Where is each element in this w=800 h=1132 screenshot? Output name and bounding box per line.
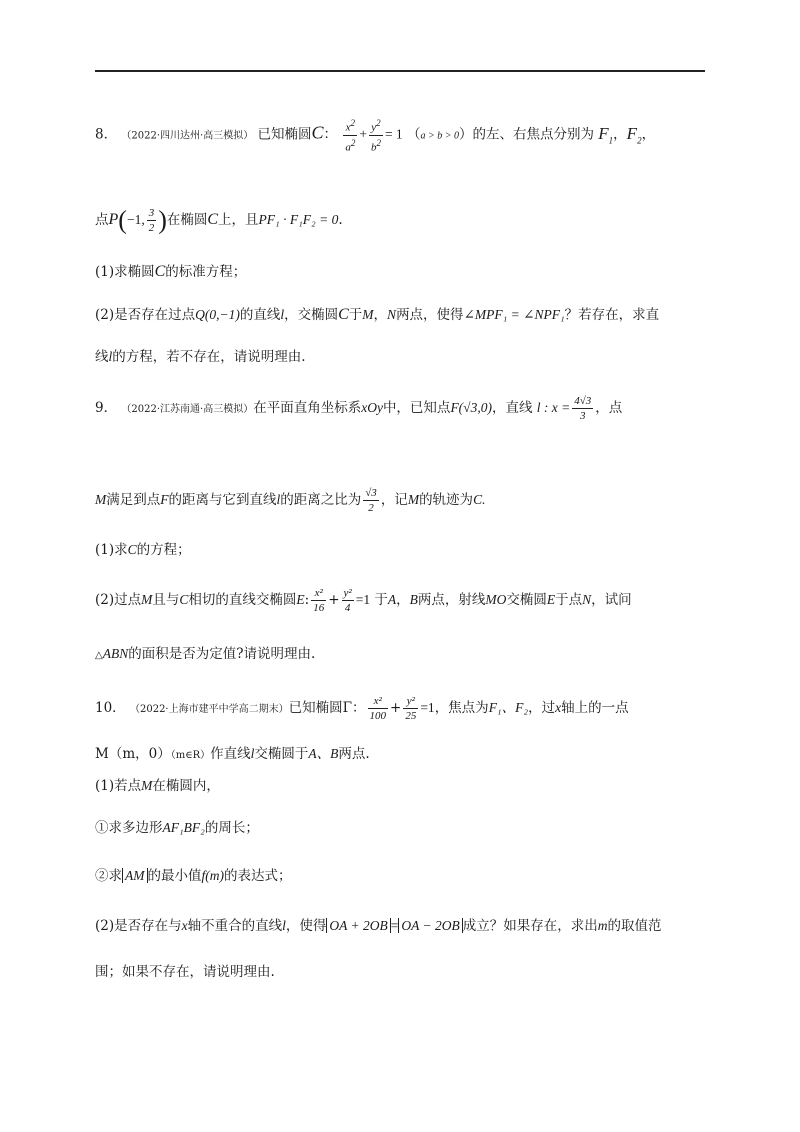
frac-den: 2 <box>148 222 155 234</box>
text: (1)求 <box>95 542 128 558</box>
q10-line1: 10． （2022·上海市建平中学高二期末）已知椭圆Γ： $\frac{\text{x²}}{100}$ + $\frac{\text{y²}}{25}$ =1，焦点为F₁、F₂，过x轴上的一点 <box>95 695 629 722</box>
triangle-ABN: ABN <box>102 646 129 661</box>
x-axis: x <box>181 918 188 933</box>
frac-num: √3 <box>365 487 377 499</box>
text: 的距离与它到直线 <box>168 492 277 508</box>
frac <box>342 586 354 615</box>
q9-number: 9． <box>95 400 118 416</box>
line-l-equation: l : x = <box>536 400 571 415</box>
text: ，使得 <box>285 918 327 934</box>
text: ①求多边形 <box>95 820 163 836</box>
curve-C: C. <box>473 492 486 507</box>
ray-MO: MO <box>485 592 507 607</box>
q8-point-label: 点 <box>95 212 109 228</box>
frac <box>403 694 418 723</box>
q9-line2 <box>95 486 485 515</box>
q8-text: 已知椭圆 <box>257 126 312 143</box>
ratio-frac <box>363 486 379 515</box>
function-f: f(m) <box>201 868 224 883</box>
text: 两点，使得 <box>396 307 464 323</box>
text: 于 <box>348 307 363 323</box>
frac-den: 4 <box>342 600 354 615</box>
q10-part1 <box>95 776 220 796</box>
abs-AM: AM <box>122 868 148 883</box>
text: ，直线 <box>491 400 533 416</box>
text: ， <box>373 307 388 323</box>
text: 的最小值 <box>147 868 202 884</box>
q9-part1 <box>95 540 191 560</box>
angle-equality: ∠MPF₁ = ∠NPF₁ <box>463 307 565 322</box>
text: 成立？如果存在，求出 <box>462 918 598 934</box>
curve-C: C <box>179 592 189 607</box>
q8-condition: a > b > 0 <box>420 130 459 142</box>
q10-part2 <box>95 916 661 936</box>
vector-diff-abs: OA − 2OB <box>398 918 462 933</box>
text: 交椭圆 <box>506 592 547 608</box>
point-P-y <box>147 206 157 235</box>
text: 且与 <box>152 592 180 608</box>
line-l: l <box>282 918 286 933</box>
q9-part2: (2)过点M且与C相切的直线交椭圆E: $\frac{\text{x²}}{16}$ + $\frac{\text{y²}}{4}$ =1 于A，B两点，射线MO交椭圆E于点N，试问 <box>95 587 632 614</box>
text: 的表达式； <box>224 868 292 884</box>
polygon: AF₁BF₂ <box>162 820 205 835</box>
text: 满足到点 <box>106 492 161 508</box>
focus-F1: $F_1$ <box>598 123 614 146</box>
text: 两点. <box>338 746 370 762</box>
equals-one: =1 <box>420 700 435 715</box>
text: (2)是否存在与 <box>95 918 182 934</box>
ellipse-E: E <box>296 592 305 607</box>
frac-num: y <box>371 121 377 134</box>
frac-num: x <box>345 121 351 134</box>
q10-part2-cont <box>95 962 275 982</box>
text: 的方程； <box>136 542 191 558</box>
ellipse-E: E <box>546 592 556 607</box>
comma: ， <box>613 126 627 143</box>
foci: F₁、F₂ <box>488 700 529 715</box>
q10-number: 10． <box>95 700 126 716</box>
point-M: M <box>95 492 107 507</box>
text: 的取值范 <box>607 918 662 934</box>
q8-line1: 8． （2022·四川达州·高三模拟） 已知椭圆C： $\frac{x^2}{a^2}$ + $\frac{y^2}{b^2}$ = 1 （a > b > 0）的左、右焦点分别为 $F_1$，$F_2$， <box>95 118 656 154</box>
equals-one: = 1 <box>384 126 403 142</box>
point-M: M <box>407 492 420 507</box>
points-AB: A、B <box>308 746 339 761</box>
text: 的轨迹为 <box>419 492 474 508</box>
ellipse-C: C <box>311 122 324 143</box>
period: . <box>338 212 343 228</box>
text: ， <box>396 592 410 608</box>
q8-frac-x: $\frac{x^2}{a^2}$ <box>345 118 356 154</box>
q8-part1 <box>95 262 246 282</box>
frac-num: 4√3 <box>574 395 592 407</box>
text: 的方程，若不存在，请说明理由. <box>112 349 306 365</box>
q8-source: （2022·四川达州·高三模拟） <box>121 130 254 142</box>
frac-den: 25 <box>405 710 417 722</box>
frac-num: y² <box>406 695 415 707</box>
point-M: M <box>362 307 374 322</box>
q8-part1-text2: 的标准方程； <box>165 264 247 280</box>
point-P-x: −1, <box>126 212 145 227</box>
text: 两点，射线 <box>417 592 486 608</box>
equals-one: =1 <box>355 592 371 607</box>
q9-line1 <box>95 394 622 423</box>
text: 轴上的一点 <box>561 700 629 716</box>
text: 的周长； <box>204 820 259 836</box>
q8-colon: ： <box>323 126 338 143</box>
line-l: l <box>280 307 285 322</box>
text: 围；如果不存在，请说明理由. <box>95 964 275 980</box>
point-B: B <box>409 592 418 607</box>
q10-source: （2022·上海市建平中学高二期末） <box>129 704 289 715</box>
frac-num: y² <box>343 587 352 599</box>
q8-text2: 的左、右焦点分别为 <box>472 126 594 143</box>
curve-C: C <box>127 542 137 557</box>
text: 在平面直角坐标系 <box>253 400 362 416</box>
q8-part1-text: (1)求椭圆 <box>95 264 155 280</box>
text: 的距离之比为 <box>280 492 362 508</box>
q8-frac-y: $\frac{y^2}{b^2}$ <box>370 118 381 154</box>
text: 的直线 <box>239 307 281 323</box>
frac-den: 100 <box>369 710 386 722</box>
text: 中，已知点 <box>382 400 451 416</box>
frac <box>311 586 326 615</box>
q10-sub1 <box>95 818 259 838</box>
text: 已知椭圆Γ： <box>288 700 366 716</box>
line-l: l <box>108 349 113 364</box>
text: ，试问 <box>591 592 632 608</box>
point-M: M（m，0） <box>95 746 171 762</box>
equals: = <box>390 918 399 933</box>
text: (2)是否存在过点 <box>95 307 196 323</box>
text: ，过 <box>528 700 556 716</box>
point-M: M <box>141 778 153 793</box>
q8-number: 8． <box>95 126 118 143</box>
point-F: F(√3,0) <box>450 400 492 415</box>
text: 于点 <box>555 592 583 608</box>
m-domain: （m∈R） <box>170 750 211 761</box>
frac-den: 16 <box>313 602 325 614</box>
dot-product: PF₁ · F₁F₂ = 0 <box>258 212 339 227</box>
frac-den: b <box>370 141 377 154</box>
text: 在椭圆内， <box>152 778 220 794</box>
q8-text3: 在椭圆 <box>166 212 208 228</box>
text: 交椭圆于 <box>254 746 309 762</box>
point-M: M <box>141 592 153 607</box>
q8-part2-cont <box>95 347 306 367</box>
q9-source: （2022·江苏南通·高三模拟） <box>121 404 254 415</box>
q9-part2-cont <box>95 644 315 666</box>
plus: + <box>359 126 367 142</box>
point-N: N <box>582 592 592 607</box>
text: 作直线 <box>210 746 251 762</box>
frac-num: x² <box>314 587 323 599</box>
point-F: F <box>160 492 169 507</box>
ellipse-C: C <box>207 211 219 228</box>
ellipse-C: C <box>154 263 166 280</box>
line-l: l <box>250 746 255 761</box>
q10-line2 <box>95 744 370 766</box>
line-l-frac <box>572 394 593 423</box>
text: ②求 <box>95 868 122 884</box>
text: ，记 <box>380 492 408 508</box>
text: (2)过点 <box>95 592 142 608</box>
frac-num: 3 <box>148 207 155 219</box>
text: 相切的直线交椭圆 <box>188 592 297 608</box>
focus-F2: $F_2$ <box>626 123 642 146</box>
x-axis: x <box>555 700 562 715</box>
q8-text4: 上，且 <box>218 212 259 228</box>
header-rule <box>95 70 705 72</box>
frac-den: 2 <box>363 500 379 515</box>
vector-sum-abs: OA + 2OB <box>326 918 390 933</box>
frac-den: a <box>345 141 351 154</box>
text: ，焦点为 <box>434 700 489 716</box>
text: ？若存在，求直 <box>564 307 660 323</box>
text: 于 <box>374 592 388 608</box>
text: 轴不重合的直线 <box>187 918 283 934</box>
point-P: P <box>108 211 119 228</box>
q8-part2 <box>95 305 659 325</box>
frac-num: x² <box>373 695 382 707</box>
point-Q: Q(0,−1) <box>195 307 240 322</box>
line-l: l <box>276 492 281 507</box>
param-m: m <box>597 918 608 933</box>
coord-system: xOy <box>361 400 383 415</box>
text: 的面积是否为定值?请说明理由. <box>128 646 316 662</box>
text: ，交椭圆 <box>284 307 339 323</box>
text: 线 <box>95 349 109 365</box>
triangle-symbol: △ <box>95 650 103 661</box>
frac-den: 3 <box>572 408 593 423</box>
text: (1)若点 <box>95 778 142 794</box>
q10-sub2 <box>95 866 292 886</box>
q8-line2: 点P(−1, $\frac{3}{2}$ )在椭圆C上，且PF₁ · F₁F₂ = 0. <box>95 205 343 235</box>
point-N: N <box>387 307 397 322</box>
ellipse-C: C <box>338 306 349 323</box>
frac <box>368 694 389 723</box>
point-A: A <box>387 592 397 607</box>
text: ，点 <box>595 400 623 416</box>
